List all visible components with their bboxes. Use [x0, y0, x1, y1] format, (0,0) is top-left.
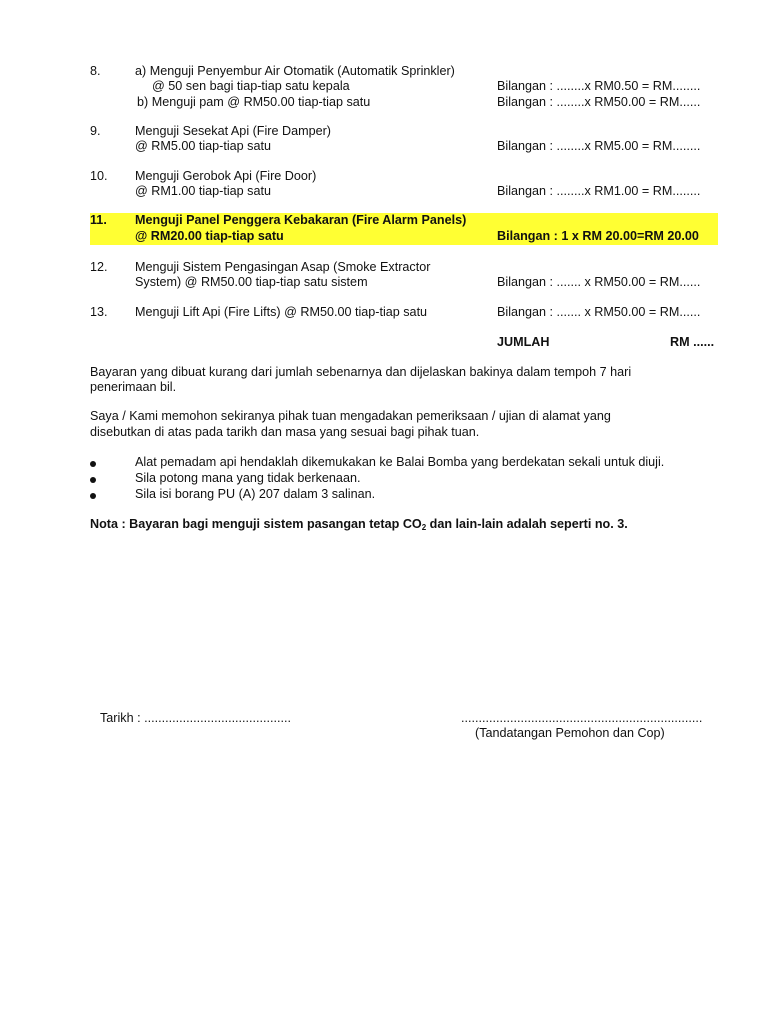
item-description: @ RM5.00 tiap-tiap satu — [135, 139, 271, 153]
item-description: @ RM1.00 tiap-tiap satu — [135, 184, 271, 198]
item-calculation: Bilangan : ....... x RM50.00 = RM...... — [497, 305, 701, 319]
bullet-item: Sila isi borang PU (A) 207 dalam 3 salinan. — [135, 487, 376, 501]
item-description: Menguji Sesekat Api (Fire Damper) — [135, 124, 331, 138]
item-calculation: Bilangan : ........x RM50.00 = RM...... — [497, 95, 701, 109]
total-label: JUMLAH — [497, 335, 550, 349]
payment-note-paragraph: penerimaan bil. — [90, 380, 177, 394]
item-number: 13. — [90, 305, 108, 319]
item-calculation: Bilangan : ........x RM5.00 = RM........ — [497, 139, 701, 153]
item-description: @ RM20.00 tiap-tiap satu — [135, 229, 284, 243]
item-calculation: Bilangan : 1 x RM 20.00=RM 20.00 — [497, 229, 699, 243]
item-description: Menguji Gerobok Api (Fire Door) — [135, 169, 317, 183]
signature-caption: (Tandatangan Pemohon dan Cop) — [475, 726, 665, 740]
request-paragraph: disebutkan di atas pada tarikh dan masa yang sesuai bagi pihak tuan. — [90, 425, 480, 439]
item-description: Menguji Lift Api (Fire Lifts) @ RM50.00 tiap-tiap satu — [135, 305, 428, 319]
bullet-icon — [90, 461, 96, 467]
item-calculation: Bilangan : ........x RM0.50 = RM........ — [497, 79, 701, 93]
item-calculation: Bilangan : ........x RM1.00 = RM........ — [497, 184, 701, 198]
item-description: System) @ RM50.00 tiap-tiap satu sistem — [135, 275, 368, 289]
item-number: 8. — [90, 64, 101, 78]
note-subscript: 2 — [421, 523, 427, 532]
item-number: 11. — [90, 213, 107, 227]
item-calculation: Bilangan : ....... x RM50.00 = RM...... — [497, 275, 701, 289]
item-description: a) Menguji Penyembur Air Otomatik (Automatik Sprinkler) — [135, 64, 455, 78]
request-paragraph: Saya / Kami memohon sekiranya pihak tuan mengadakan pemeriksaan / ujian di alamat yang — [90, 409, 611, 423]
bullet-icon — [90, 493, 96, 499]
payment-note-paragraph: Bayaran yang dibuat kurang dari jumlah sebenarnya dan dijelaskan bakinya dalam tempoh 7 hari — [90, 365, 632, 379]
note-text — [90, 517, 628, 535]
note-text-main: Nota : Bayaran bagi menguji sistem pasangan tetap CO — [90, 517, 422, 531]
item-description: b) Menguji pam @ RM50.00 tiap-tiap satu — [137, 95, 371, 109]
item-description: Menguji Sistem Pengasingan Asap (Smoke Extractor — [135, 260, 431, 274]
date-field-label: Tarikh : .......................................... — [100, 711, 292, 725]
bullet-item: Sila potong mana yang tidak berkenaan. — [135, 471, 361, 485]
item-number: 10. — [90, 169, 108, 183]
bullet-item: Alat pemadam api hendaklah dikemukakan ke Balai Bomba yang berdekatan sekali untuk diuji. — [135, 455, 665, 469]
signature-line: ..................................................................... — [461, 711, 703, 725]
item-number: 12. — [90, 260, 108, 274]
bullet-icon — [90, 477, 96, 483]
note-text-end: dan lain-lain adalah seperti no. 3. — [426, 517, 628, 531]
item-description: @ 50 sen bagi tiap-tiap satu kepala — [152, 79, 350, 93]
item-number: 9. — [90, 124, 101, 138]
item-description: Menguji Panel Penggera Kebakaran (Fire Alarm Panels) — [135, 213, 467, 227]
total-value: RM ...... — [670, 335, 715, 349]
